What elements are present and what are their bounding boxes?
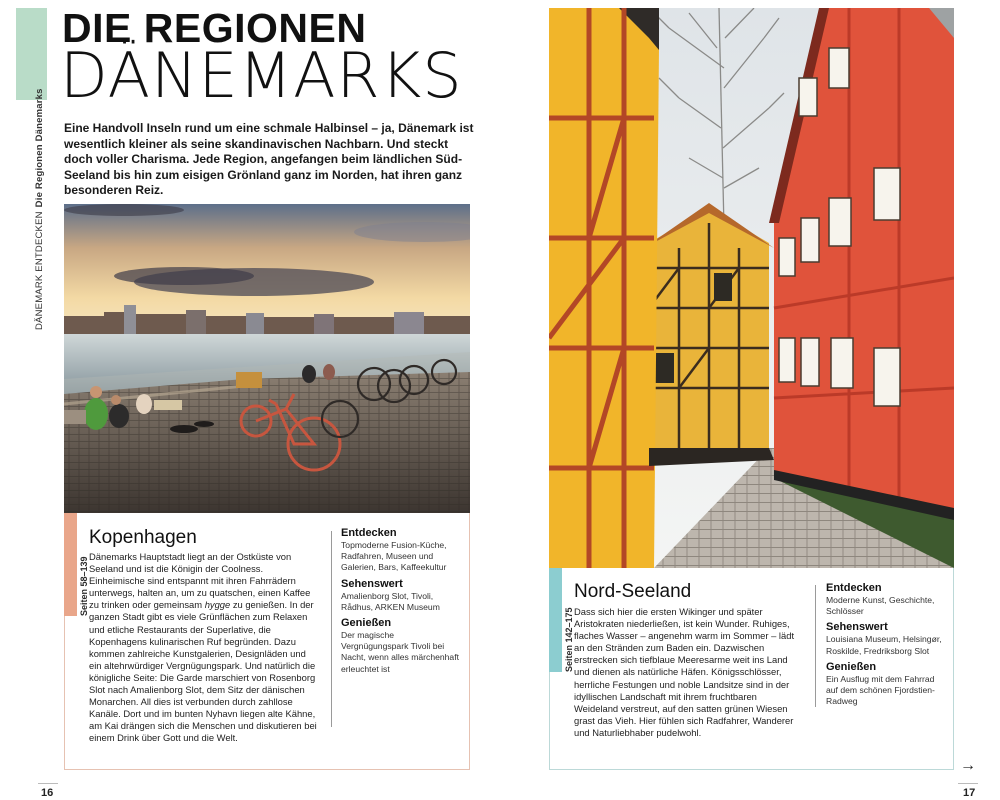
fact-heading: Sehenswert (341, 577, 403, 590)
arrow-right-icon[interactable]: → (960, 757, 976, 774)
copenhagen-fact-entdecken (341, 527, 459, 574)
intro-paragraph: Eine Handvoll Inseln rund um eine schmale Halbinsel – ja, Dänemark ist wesentlich kleiner als seine skandinavischen Nachbarn. Und steckt doch voller Charisma. Jede Region, angefangen beim ländlichen Süd-Seeland bis hin zum eisigen Grönland ganz im Norden, hat ihren ganz besonderen Reiz. (64, 121, 474, 197)
nordseeland-pages-label: Seiten 142–175 (564, 607, 574, 672)
nordseeland-fact-entdecken (826, 582, 946, 617)
copenhagen-fact-sehenswert (341, 578, 459, 613)
fact-heading: Entdecken (341, 527, 397, 539)
nordseeland-photo (549, 8, 954, 568)
page-number-right: 17 (963, 787, 976, 799)
page-number-left: 16 (41, 787, 54, 799)
nordseeland-divider (815, 585, 816, 707)
fact-heading: Genießen (826, 660, 877, 673)
fact-text: Amalienborg Slot, Tivoli, Rådhus, ARKEN Museum (341, 590, 440, 612)
running-header-chapter: Die Regionen Dänemarks (34, 88, 45, 208)
copenhagen-text-part1: Dänemarks Hauptstadt liegt an der Ostküste von Seeland und ist die Königin der Coolness. Einheimische sind entspannt mit ihren Fahrrädern unterwegs, halten an, um zu quatschen, einen Kaffee zu trinken oder gemeinsam (89, 551, 311, 611)
fact-text: Der magische Vergnügungspark Tivoli bei Nacht, wenn alles märchenhaft erleuchtet ist (341, 630, 459, 674)
page-title-line2: DÄNEMARKS (60, 39, 463, 112)
nordseeland-pages-tab[interactable] (549, 568, 574, 672)
copenhagen-text (89, 551, 317, 745)
running-header (34, 88, 45, 330)
fact-text: Topmoderne Fusion-Küche, Radfahren, Museen und Galerien, Bars, Kaffeekultur (341, 540, 447, 573)
fact-text: Moderne Kunst, Geschichte, Schlösser (826, 595, 935, 617)
copenhagen-text-part2: zu genießen. In der ganzen Stadt gibt es viele Grünflächen zum Relaxen und etliche Restaurants der Superlative, die Kopenhagens kulinarischen Ruf begründen. Dazu kommen zahlreiche Kunstgalerien, Designläden und ein altehrwürdiger Vergnügungspark. Und natürlich die königliche Seite: Die Garde marschiert von Rosenborg Slot nach Amalienborg Slot, dem Sitz der dänischen Monarchen. All dies ist verbunden durch zahllose Kanäle. Dort und im bunten Nyhavn liegen alte Kähne, am Kai drängen sich die Menschen und diskutieren bei einem Drink über Gott und die Welt. (89, 599, 317, 744)
copenhagen-pages-label: Seiten 58–139 (79, 556, 89, 616)
nordseeland-fact-sehenswert (826, 621, 946, 656)
nordseeland-fact-geniessen (826, 661, 946, 708)
copenhagen-text-hygge: hygge (204, 599, 231, 611)
copenhagen-photo (64, 204, 470, 513)
nordseeland-text: Dass sich hier die ersten Wikinger und später Aristokraten niederließen, ist kein Wunder. Ruhiges, flaches Wasser – angenehm warm im Sommer – lädt an den Stränden zum Baden ein. Dazwischen erstrecken sich tiefblaue Meeresarme weit ins Land und dienen als natürliche Häfen. Königsschlösser, herrliche Festungen und noble Landsitze sind in der idyllischen Landschaft mit ihrem fruchtbaren Weideland verstreut, auf den satten grünen Wiesen grast das Vieh. Hier fühlen sich Radfahrer, Wanderer und Naturliebhaber pudelwohl. (574, 606, 795, 738)
copenhagen-title: Kopenhagen (89, 527, 197, 548)
fact-heading: Entdecken (826, 582, 882, 594)
page-number-rule-left (38, 783, 58, 784)
nordseeland-title: Nord-Seeland (574, 581, 692, 602)
fact-text: Louisiana Museum, Helsingør, Roskilde, Fredriksborg Slot (826, 634, 942, 656)
fact-text: Ein Ausflug mit dem Fahrrad auf dem schönen Fjordstien-Radweg (826, 673, 935, 707)
copenhagen-facts (341, 527, 459, 679)
running-header-section: DÄNEMARK ENTDECKEN (34, 211, 45, 330)
title-color-tab (16, 8, 47, 100)
page-title-line1: DIE REGIONEN (62, 5, 367, 51)
page-number-rule-right (958, 783, 978, 784)
copenhagen-pages-tab[interactable] (64, 513, 89, 616)
copenhagen-divider (331, 531, 332, 727)
nordseeland-facts (826, 582, 946, 711)
fact-heading: Genießen (341, 617, 392, 630)
fact-heading: Sehenswert (826, 621, 888, 634)
copenhagen-fact-geniessen (341, 617, 459, 675)
